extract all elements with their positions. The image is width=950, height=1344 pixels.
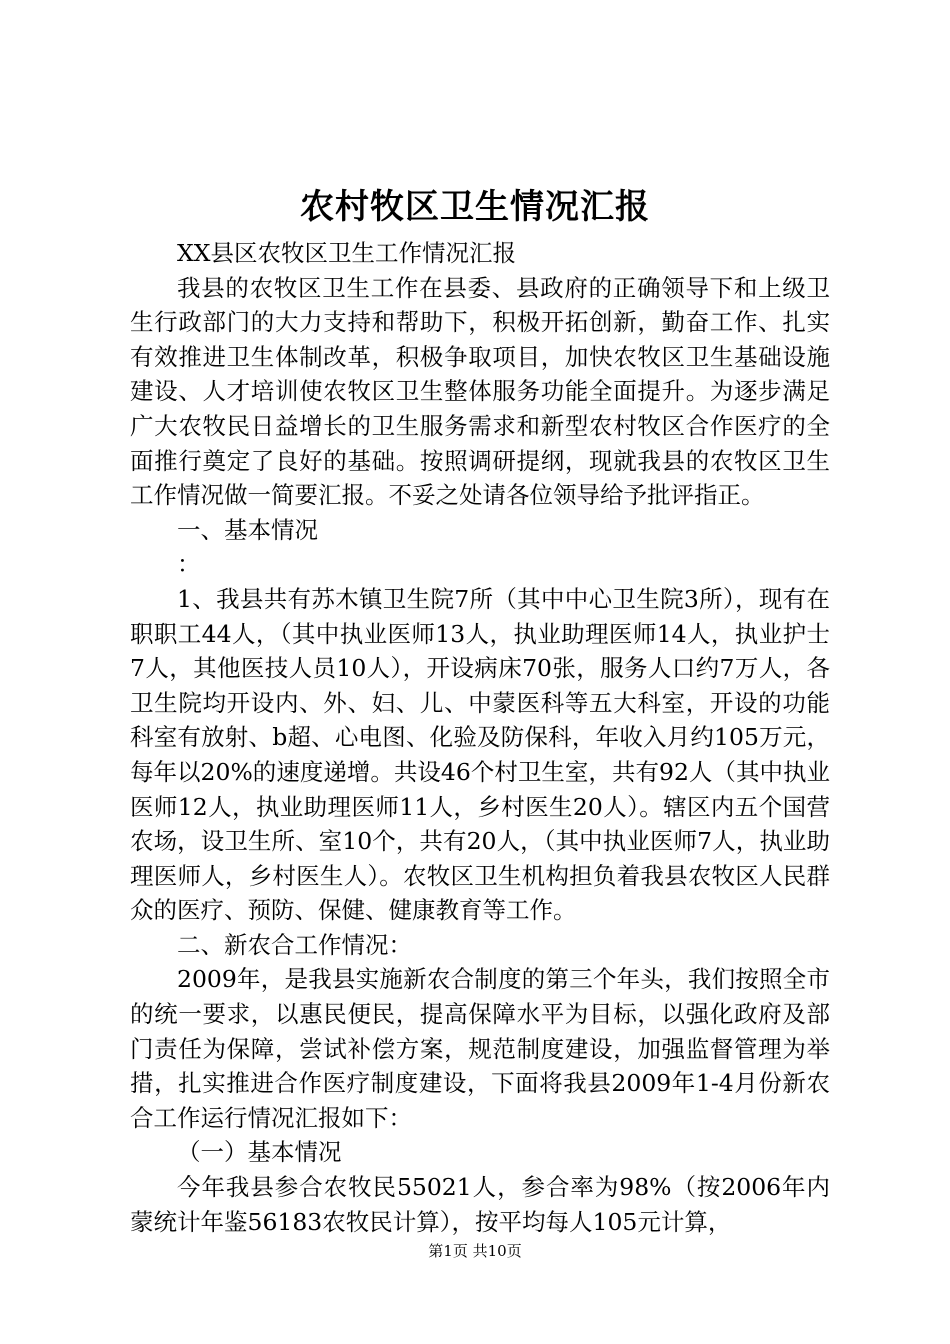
document-body	[130, 236, 830, 1239]
paragraph-intro: 我县的农牧区卫生工作在县委、县政府的正确领导下和上级卫生行政部门的大力支持和帮助下，积极开拓创新，勤奋工作、扎实有效推进卫生体制改革，积极争取项目，加快农牧区卫生基础设施建设、人才培训使农牧区卫生整体服务功能全面提升。为逐步满足广大农牧民日益增长的卫生服务需求和新型农村牧区合作医疗的全面推行奠定了良好的基础。按照调研提纲，现就我县的农牧区卫生工作情况做一简要汇报。不妥之处请各位领导给予批评指正。	[130, 273, 830, 510]
paragraph-enrollment: 今年我县参合农牧民55021人，参合率为98%（按2006年内蒙统计年鉴56183农牧民计算），按平均每人105元计算，	[130, 1173, 830, 1236]
paragraph-nrcms: 2009年，是我县实施新农合制度的第三个年头，我们按照全市的统一要求，以惠民便民，提高保障水平为目标，以强化政府及部门责任为保障，尝试补偿方案，规范制度建设，加强监督管理为举措，扎实推进合作医疗制度建设，下面将我县2009年1-4月份新农合工作运行情况汇报如下：	[130, 965, 830, 1132]
paragraph-colon: ：	[177, 550, 201, 579]
document-title: 农村牧区卫生情况汇报	[300, 187, 650, 227]
page-footer: 第1页 共10页	[428, 1242, 522, 1260]
paragraph-subtitle: XX县区农牧区卫生工作情况汇报	[177, 239, 516, 267]
paragraph-facilities: 1、我县共有苏木镇卫生院7所（其中中心卫生院3所），现有在职职工44人，（其中执业医师13人，执业助理医师14人，执业护士7人，其他医技人员10人），开设病床70张，服务人口约7万人，各卫生院均开设内、外、妇、儿、中蒙医科等五大科室，开设的功能科室有放射、b超、心电图、化验及防保科，年收入月约105万元，每年以20%的速度递增。共设46个村卫生室，共有92人（其中执业医师12人，执业助理医师11人，乡村医生20人）。辖区内五个国营农场，设卫生所、室10个，共有20人，（其中执业医师7人，执业助理医师人，乡村医生人）。农牧区卫生机构担负着我县农牧区人民群众的医疗、预防、保健、健康教育等工作。	[130, 584, 830, 925]
section-heading-basic: 一、基本情况	[177, 515, 318, 544]
subsection-heading-basic: （一）基本情况	[177, 1138, 342, 1167]
section-heading-nrcms: 二、新农合工作情况：	[177, 930, 412, 959]
